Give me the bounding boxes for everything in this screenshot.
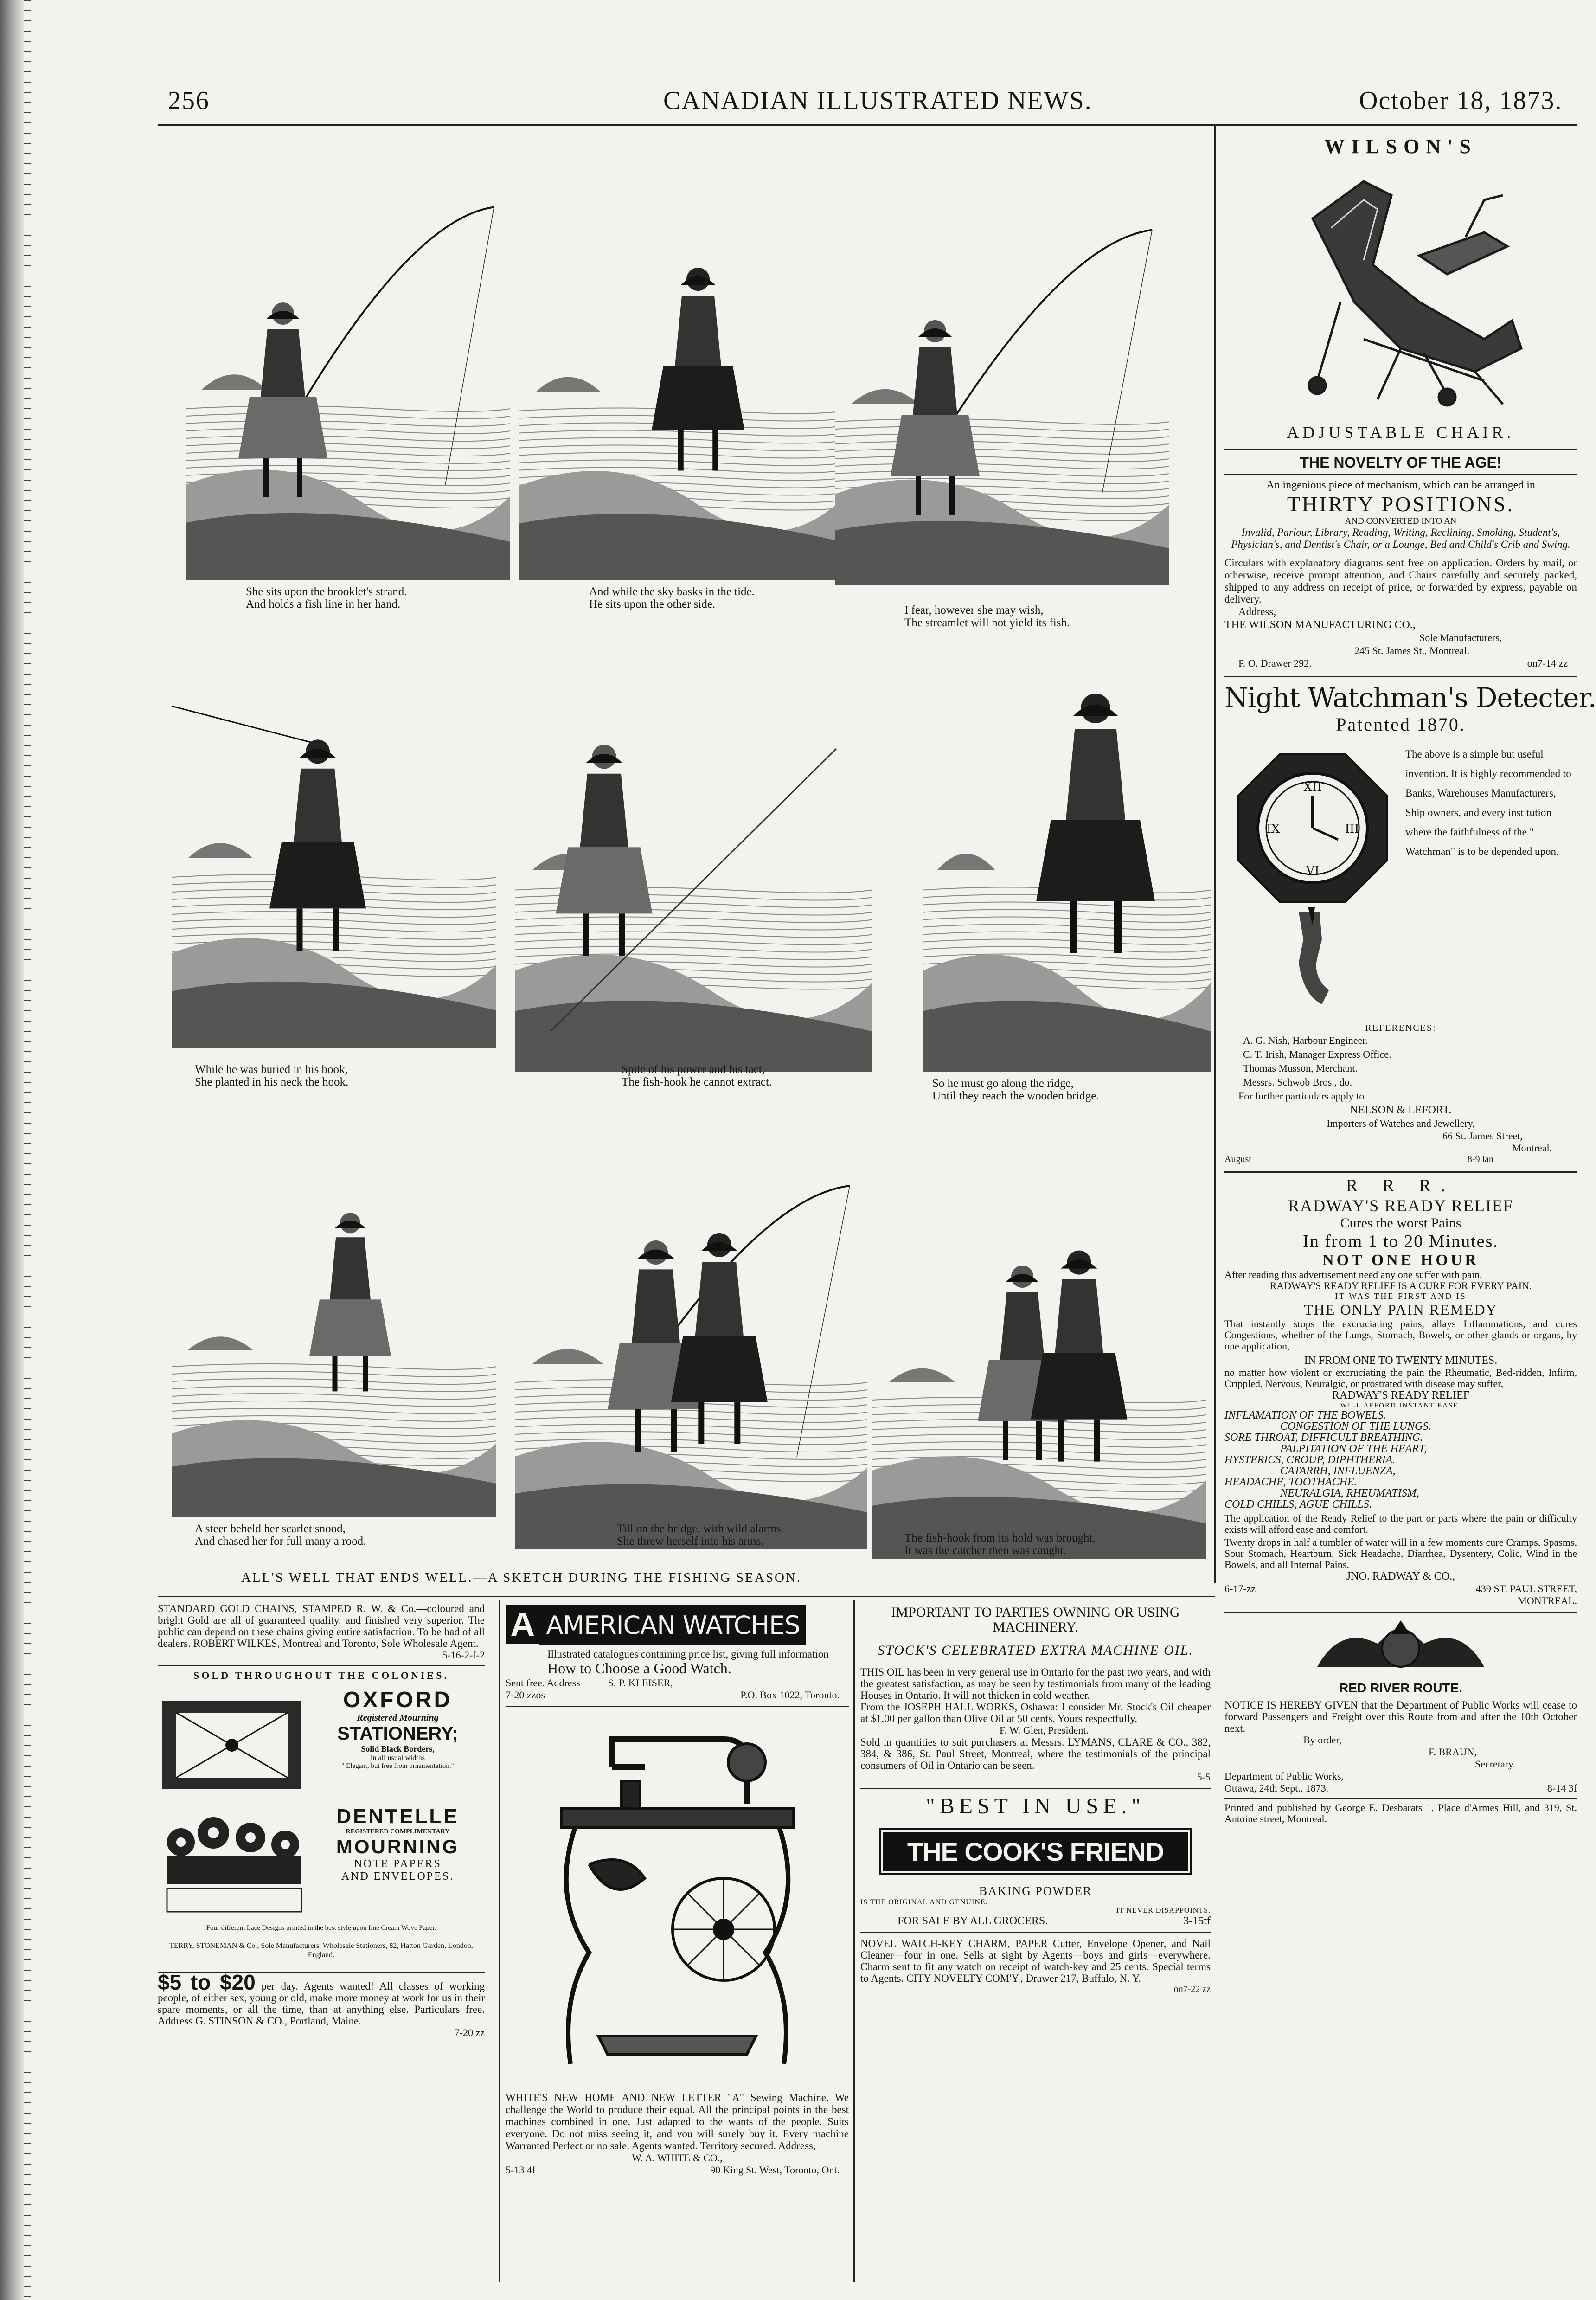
cooks-sale: FOR SALE BY ALL GROCERS.: [897, 1915, 1048, 1927]
watches-sent: Sent free. Address: [506, 1677, 580, 1689]
wilson-company: THE WILSON MANUFACTURING CO.,: [1224, 619, 1416, 631]
redriver-by-order: By order,: [1303, 1734, 1342, 1746]
oxford-widths: in all usual widths: [371, 1754, 425, 1762]
watchman-code: 8-9 lan: [1467, 1154, 1493, 1164]
cartoon-panel-2: [519, 204, 844, 580]
ads-column-3: [860, 1605, 1211, 2292]
radway-cures: Cures the worst Pains: [1340, 1215, 1461, 1231]
stock-important: IMPORTANT TO PARTIES OWNING OR USING MACHINERY.: [891, 1605, 1180, 1635]
dentelle-mourning: MOURNING: [336, 1836, 460, 1857]
wilson-title: WILSON'S: [1324, 135, 1477, 158]
svg-text:VI: VI: [1306, 864, 1320, 878]
radway-drops: Twenty drops in half a tumbler of water will in a few moments cure Cramps, Spasms, Sour Stomach, Heartburn, Sick Headache, Diarrhea, Dysentery, Colic, Wind in the Bowels, and all Internal Pains.: [1224, 1536, 1577, 1570]
oxford-name: OXFORD: [343, 1688, 453, 1712]
ads-column-1: [158, 1603, 485, 2289]
watchman-street: 66 St. James Street,: [1442, 1130, 1523, 1142]
cartoon-title: ALL'S WELL THAT ENDS WELL.—A SKETCH DURING THE FISHING SEASON.: [241, 1570, 802, 1585]
column-rule-right: [1214, 126, 1216, 1583]
redriver-crest-illustration: [1224, 1616, 1577, 1681]
watchman-footer: [1224, 1154, 1577, 1165]
cartoon-panel-6: [923, 668, 1211, 1072]
cooks-never: IT NEVER DISAPPOINTS.: [1116, 1907, 1211, 1915]
header-rule: [158, 124, 1577, 126]
cooks-original: IS THE ORIGINAL AND GENUINE.: [860, 1898, 988, 1906]
watches-code: 7-20 zzos: [506, 1689, 545, 1701]
oxford-sold: SOLD THROUGHOUT THE COLONIES.: [193, 1670, 449, 1681]
gold-chains-code: 5-16-2-f-2: [442, 1649, 485, 1661]
page-binding-edge: [0, 0, 24, 2300]
watchman-month: August: [1224, 1154, 1251, 1164]
agents-code: 7-20 zz: [454, 2027, 485, 2038]
wilson-positions: THIRTY POSITIONS.: [1287, 492, 1515, 516]
radway-ailment: COLD CHILLS, AGUE CHILLS.: [1224, 1498, 1372, 1510]
radway-ailment: INFLAMATION OF THE BOWELS.: [1224, 1409, 1386, 1421]
stock-title: STOCK'S CELEBRATED EXTRA MACHINE OIL.: [878, 1643, 1193, 1658]
cartoon-panel-9: [872, 1206, 1206, 1559]
watchman-city: Montreal.: [1512, 1142, 1552, 1154]
watchman-refs: [1224, 1034, 1577, 1089]
novel-code: on7-22 zz: [1173, 1984, 1211, 1994]
cartoon-bottom-rule: [158, 1596, 1215, 1597]
stock-code: 5-5: [1197, 1771, 1211, 1783]
stock-from: From the JOSEPH HALL WORKS, Oshawa: I consider Mr. Stock's Oil cheaper at $1.00 per gallon than Olive Oil at 50 cents. Yours respectfully,: [860, 1701, 1211, 1724]
watchman-importers: Importers of Watches and Jewellery,: [1327, 1118, 1475, 1129]
cooks-best: "BEST IN USE.": [926, 1794, 1145, 1818]
radway-ailments: [1224, 1410, 1577, 1510]
radway-ailment: HYSTERICS, CROUP, DIPHTHERIA.: [1224, 1454, 1396, 1466]
cartoon-panel-3: [835, 223, 1169, 585]
page-number: 256: [168, 86, 210, 115]
ads-column-2: [506, 1605, 849, 2292]
redriver-role: Secretary.: [1475, 1758, 1516, 1770]
wilson-address-label: Address,: [1238, 606, 1276, 617]
wilson-novelty: THE NOVELTY OF THE AGE!: [1224, 449, 1577, 471]
radway-no-matter: no matter how violent or excruciating the pain the Rheumatic, Bed-ridden, Infirm, Crippled, Nervous, Neuralgic, or prostrated with disease may suffer,: [1224, 1367, 1577, 1389]
redriver-dept: Department of Public Works,: [1224, 1770, 1344, 1782]
cartoon-caption-1: She sits upon the brooklet's strand. And holds a fish line in her hand.: [246, 585, 407, 610]
svg-text:XII: XII: [1303, 780, 1322, 794]
redriver-body: NOTICE IS HEREBY GIVEN that the Department of Public Works will cease to forward Passengers and Freight over this Route from and after the 10th October next.: [1224, 1699, 1577, 1734]
watches-sent-row: [506, 1677, 849, 1689]
watches-how: How to Choose a Good Watch.: [547, 1660, 731, 1677]
gold-chains-ad: STANDARD GOLD CHAINS, STAMPED R. W. & Co.—coloured and bright Gold are all of guaranteed quality, and finished very superior. The public can depend on these chains giving entire satisfaction. To be had of all dealers. ROBERT WILKES, Montreal and Toronto, Sole Wholesale Agent.: [158, 1603, 485, 1649]
watches-ad: [506, 1605, 849, 1645]
watchman-block: [1224, 735, 1577, 1023]
radway-twenty: IN FROM ONE TO TWENTY MINUTES.: [1304, 1355, 1498, 1367]
watchman-ref: C. T. Irish, Manager Express Office.: [1243, 1048, 1391, 1060]
cartoon-caption-2: And while the sky basks in the tide. He sits upon the other side.: [589, 585, 755, 610]
imprint: Printed and published by George E. Desbarats 1, Place d'Armes Hill, and 319, St. Antoine street, Montreal.: [1224, 1802, 1577, 1825]
oxford-registered: Registered Mourning: [357, 1713, 439, 1723]
cartoon-caption-6: So he must go along the ridge, Until they reach the wooden bridge.: [932, 1077, 1099, 1102]
cartoon-caption-4: While he was buried in his book, She planted in his neck the hook.: [195, 1063, 349, 1088]
radway-firm: JNO. RADWAY & CO.,: [1346, 1570, 1455, 1582]
redriver-place: Ottawa, 24th Sept., 1873.: [1224, 1782, 1329, 1794]
cooks-banner-box: [879, 1828, 1192, 1875]
redriver-code: 8-14 3f: [1547, 1782, 1577, 1794]
sewing-machine-illustration: [506, 1711, 849, 2092]
radway-minutes: In from 1 to 20 Minutes.: [1303, 1232, 1499, 1251]
cooks-code: 3-15tf: [1183, 1915, 1211, 1927]
radway-only: THE ONLY PAIN REMEDY: [1304, 1301, 1498, 1318]
watchman-apply: For further particulars apply to: [1238, 1090, 1365, 1102]
cooks-banner: THE COOK'S FRIEND: [883, 1832, 1188, 1871]
oxford-bottom: [158, 1805, 485, 1921]
cooks-footer: [860, 1915, 1211, 1927]
whites-footer: [506, 2164, 849, 2176]
radway-afford: WILL AFFORD INSTANT EASE.: [1340, 1402, 1461, 1409]
radway-footer: [1224, 1583, 1577, 1607]
radway-after: After reading this advertisement need any one suffer with pain.: [1224, 1269, 1482, 1280]
cartoon-caption-3: I fear, however she may wish, The streamlet will not yield its fish.: [904, 604, 1070, 629]
watches-initial: A: [506, 1605, 539, 1644]
cartoon-panel-4: [172, 668, 496, 1048]
redriver-name: F. BRAUN,: [1429, 1746, 1477, 1758]
oxford-envelope-illustration: [158, 1687, 311, 1803]
agents-headline: $5 to $20: [158, 1970, 256, 1994]
radway-address: 439 ST. PAUL STREET,: [1475, 1583, 1577, 1594]
cooks-baking: BAKING POWDER: [979, 1884, 1092, 1898]
wilson-footer: [1224, 657, 1577, 669]
wilson-converted: AND CONVERTED INTO AN: [1345, 516, 1457, 526]
svg-text:IX: IX: [1266, 822, 1280, 836]
watchman-refs-title: REFERENCES:: [1365, 1023, 1436, 1033]
cartoon-panel-5: [515, 668, 872, 1072]
wilson-chair-illustration: [1224, 163, 1577, 423]
dentelle-envelopes: AND ENVELOPES.: [341, 1870, 455, 1882]
oxford-lace-note: Four different Lace Designs printed in the best style upon fine Cream Wove Paper.: [206, 1924, 436, 1932]
watchman-patented: Patented 1870.: [1336, 714, 1466, 735]
wilson-circulars: Circulars with explanatory diagrams sent free on application. Orders by mail, or otherwise, receive prompt attention, and Chairs carefully and securely packed, shipped to any address on receipt of price, or forwarded by express, payable on delivery.: [1224, 557, 1577, 605]
stock-signature: F. W. Glen, President.: [1000, 1724, 1089, 1736]
issue-date: October 18, 1873.: [1359, 86, 1563, 115]
wilson-uses: Invalid, Parlour, Library, Reading, Writing, Reclining, Smoking, Student's, Physician's, and Dentist's Chair, or a Lounge, Bed and Child's Crib and Swing.: [1231, 527, 1570, 550]
watchman-ref: Thomas Musson, Merchant.: [1243, 1062, 1358, 1074]
column-rule-3: [853, 1600, 855, 2282]
stock-body: THIS OIL has been in very general use in Ontario for the past two years, and with the greatest satisfaction, as may be seen by testimonials from many of the leading Houses in Ontario. It will not thicken in cold weather.: [860, 1666, 1211, 1701]
detector-clock-illustration: [1229, 745, 1396, 1014]
watchman-title: Night Watchman's Detecter.: [1224, 682, 1596, 713]
watchman-body: The above is a simple but useful invention. It is highly recommended to Banks, Warehouses Manufacturers, Ship owners, and every institution where the faithfulness of the " Watchman" is to be depended upon.: [1405, 748, 1571, 857]
novel-body: NOVEL WATCH-KEY CHARM, PAPER Cutter, Envelope Opener, and Nail Cleaner—four in one. Sells at sight by Agents—boys and girls—everywhere. Charm sent to fit any watch on receipt of watch-key and 25 cents. Special terms to Agents. CITY NOVELTY COM'Y., Drawer 217, Buffalo, N. Y.: [860, 1938, 1211, 1984]
watchman-firm: NELSON & LEFORT.: [1350, 1104, 1452, 1116]
radway-title: RADWAY'S READY RELIEF: [1288, 1196, 1513, 1215]
radway-rrr: R R R.: [1346, 1176, 1456, 1195]
whites-body: WHITE'S NEW HOME AND NEW LETTER "A" Sewing Machine. We challenge the World to produce their equal. All the principal points in the best machines combined in one. Just adapted to the wants of the people. Suits everyone. Do not miss seeing it, and you will surely buy it. Every machine Warranted Perfect or no sale. Agents wanted. Territory secured. Address,: [506, 2092, 849, 2152]
dentelle-note: NOTE PAPERS: [354, 1858, 442, 1870]
watches-box: P.O. Box 1022, Toronto.: [740, 1689, 840, 1701]
redriver-footer: [1224, 1782, 1577, 1794]
radway-rr: RADWAY'S READY RELIEF: [1332, 1389, 1469, 1401]
radway-instantly: That instantly stops the excruciating pains, allays Inflammations, and cures Congestions, whether of the Lungs, Stomach, Bowels, or other glands or organs, by one application,: [1224, 1318, 1577, 1352]
oxford-top: [158, 1687, 485, 1803]
cartoon-panel-8: [515, 1178, 867, 1549]
oxford-stationery: STATIONERY;: [337, 1723, 458, 1744]
radway-code: 6-17-zz: [1224, 1583, 1256, 1594]
oxford-makers: TERRY, STONEMAN & Co., Sole Manufacturers, Wholesale Stationers, 82, Hatton Garden, London, England.: [169, 1942, 473, 1959]
watchman-ref: Messrs. Schwob Bros., do.: [1243, 1076, 1352, 1088]
cartoon-caption-7: A steer beheld her scarlet snood, And chased her for full many a rood.: [195, 1523, 366, 1548]
whites-firm: W. A. WHITE & CO.,: [632, 2152, 723, 2164]
radway-ailment: SORE THROAT, DIFFICULT BREATHING.: [1224, 1432, 1423, 1444]
wilson-drawer: P. O. Drawer 292.: [1238, 657, 1312, 669]
wilson-code: on7-14 zz: [1527, 657, 1568, 669]
page-binding-stitching: [24, 0, 31, 2300]
radway-ailment: PALPITATION OF THE HEART,: [1280, 1443, 1427, 1455]
redriver-title: RED RIVER ROUTE.: [1339, 1681, 1463, 1695]
whites-code: 5-13 4f: [506, 2164, 536, 2176]
cartoon-caption-5: Spite of his power and his tact, The fish-hook he cannot extract.: [622, 1063, 772, 1088]
masthead: CANADIAN ILLUSTRATED NEWS.: [663, 86, 1092, 115]
dentelle-lace-illustration: [158, 1805, 311, 1921]
cartoon-caption-9: The fish-hook from its hold was brought, It was the catcher then was caught.: [904, 1532, 1096, 1557]
radway-ailment: CATARRH, INFLUENZA,: [1280, 1465, 1396, 1477]
radway-ailment: HEADACHE, TOOTHACHE.: [1224, 1476, 1357, 1488]
cartoon-panel-1: [186, 199, 510, 580]
whites-address: 90 King St. West, Toronto, Ont.: [710, 2164, 840, 2176]
wilson-mechanism: An ingenious piece of mechanism, which can be arranged in: [1224, 474, 1577, 492]
radway-ailment: NEURALGIA, RHEUMATISM,: [1280, 1487, 1419, 1499]
wilson-street: 245 St. James St., Montreal.: [1354, 645, 1470, 656]
svg-text:III: III: [1345, 822, 1359, 836]
radway-cure: RADWAY'S READY RELIEF IS A CURE FOR EVERY PAIN.: [1269, 1280, 1532, 1291]
dentelle-registered: REGISTERED COMPLIMENTARY: [346, 1828, 450, 1835]
stock-sold: Sold in quantities to suit purchasers at Messrs. LYMANS, CLARE & CO., 382, 384, & 386, St. Paul Street, Montreal, where the testimonials of the principal consumers of Oil in Ontario can be seen.: [860, 1736, 1211, 1771]
agents-ad: [158, 1970, 485, 2027]
column-rule-2: [499, 1600, 500, 2282]
wilson-role: Sole Manufacturers,: [1419, 632, 1502, 643]
radway-application: The application of the Ready Relief to the part or parts where the pain or difficulty exists will afford ease and comfort.: [1224, 1512, 1577, 1535]
watches-catalogues: Illustrated catalogues containing price list, giving full information: [547, 1648, 829, 1660]
watches-box-row: [506, 1689, 849, 1701]
wilson-chair-heading: ADJUSTABLE CHAIR.: [1287, 423, 1515, 442]
cartoon-panel-7: [172, 1183, 496, 1517]
radway-first: IT WAS THE FIRST AND IS: [1335, 1291, 1467, 1301]
right-column: [1224, 135, 1596, 1825]
dentelle-name: DENTELLE: [336, 1805, 459, 1828]
oxford-solid: Solid Black Borders,: [361, 1744, 435, 1754]
cartoon-caption-8: Till on the bridge, with wild alarms She threw herself into his arms.: [617, 1523, 781, 1548]
watches-name: S. P. KLEISER,: [608, 1677, 673, 1689]
watchman-ref: A. G. Nish, Harbour Engineer.: [1243, 1034, 1368, 1046]
oxford-elegant: " Elegant, but free from ornamentation.": [341, 1762, 454, 1770]
watches-banner: AMERICAN WATCHES: [539, 1605, 806, 1645]
radway-city: MONTREAL.: [1518, 1595, 1577, 1606]
radway-hour: NOT ONE HOUR: [1322, 1252, 1479, 1269]
agents-body: per day. Agents wanted! All classes of working people, of either sex, young or old, make more money at work for us in their spare moments, or all the time, than at anything else. Particulars free. Address G. STINSON & CO., Portland, Maine.: [158, 1980, 485, 2027]
radway-ailment: CONGESTION OF THE LUNGS.: [1280, 1420, 1431, 1433]
